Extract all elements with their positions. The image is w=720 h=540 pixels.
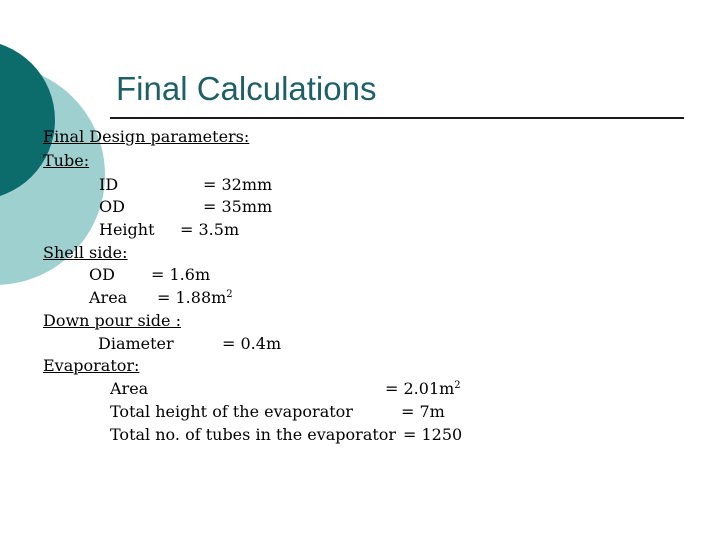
shell-od-label: OD	[89, 265, 115, 284]
tube-height-label: Height	[99, 220, 155, 239]
evaporator-area-value	[385, 379, 461, 399]
tube-height-value: = 3.5m	[180, 220, 240, 239]
evaporator-tubes-value: = 1250	[403, 425, 463, 444]
shell-area-value	[157, 288, 233, 308]
downpour-side-label: Down pour side :	[43, 311, 181, 330]
shell-area-label: Area	[89, 288, 128, 307]
evaporator-area-number: = 2.01m	[385, 379, 455, 398]
slide-title: Final Calculations	[116, 70, 377, 107]
evaporator-label: Evaporator:	[43, 356, 140, 375]
evaporator-tubes-label: Total no. of tubes in the evaporator	[110, 425, 397, 444]
tube-od-label: OD	[99, 197, 125, 216]
shell-side-label: Shell side:	[43, 243, 128, 262]
tube-label: Tube:	[43, 151, 90, 170]
shell-od-value: = 1.6m	[151, 265, 211, 284]
tube-id-label: ID	[99, 175, 119, 194]
evaporator-area-exponent: 2	[454, 380, 461, 391]
evaporator-area-label: Area	[110, 379, 149, 398]
title-divider	[110, 117, 684, 119]
shell-area-number: = 1.88m	[157, 288, 227, 307]
downpour-diameter-label: Diameter	[98, 334, 174, 353]
tube-od-value: = 35mm	[203, 197, 273, 216]
design-parameters-heading: Final Design parameters:	[43, 127, 250, 146]
downpour-diameter-value: = 0.4m	[222, 334, 282, 353]
evaporator-height-label: Total height of the evaporator	[110, 402, 353, 421]
tube-id-value: = 32mm	[203, 175, 273, 194]
evaporator-height-value: = 7m	[401, 402, 445, 421]
shell-area-exponent: 2	[226, 289, 233, 300]
